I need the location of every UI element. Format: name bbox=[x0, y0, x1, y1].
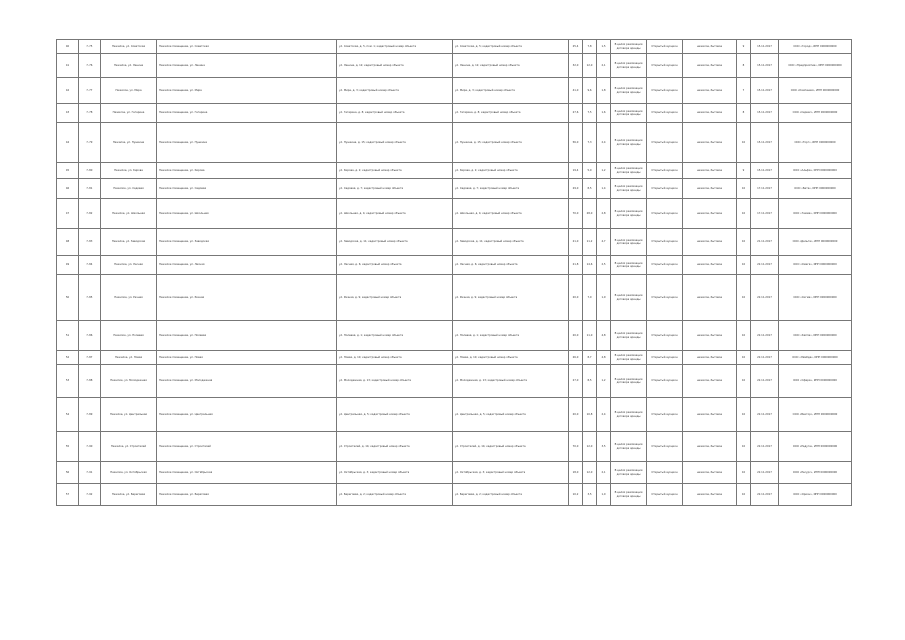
cell-tenant-info: ООО «Дельта», ИНН 0000000000 bbox=[779, 229, 852, 256]
cell-term-years: 10 bbox=[737, 199, 751, 229]
cell-date: 22.11.2017 bbox=[751, 484, 779, 506]
cell-object-code: Г-89 bbox=[79, 398, 101, 432]
cell-date: 22.11.2017 bbox=[751, 321, 779, 351]
cell-tenant-info: ООО «Лямбда», ИНН 0000000000 bbox=[779, 351, 852, 365]
cell-usage-type: нежилое, бытовое bbox=[683, 484, 737, 506]
cell-value-3: 4,7 bbox=[597, 229, 611, 256]
cell-location-detail: ул. Заводская, д. 11; кадастровый номер объекта bbox=[453, 229, 569, 256]
cell-value-2: 8,5 bbox=[583, 179, 597, 199]
cell-object-code: Г-88 bbox=[79, 365, 101, 398]
cell-value-3: 1,0 bbox=[597, 484, 611, 506]
cell-purpose-note: В целях реализации договора аренды bbox=[611, 484, 647, 506]
cell-procedure-type: Открытый аукцион bbox=[647, 78, 683, 104]
cell-row-number: 48 bbox=[57, 229, 79, 256]
cell-address-detail: ул. Полевая, д. 1; кадастровый номер объекта bbox=[337, 321, 453, 351]
cell-value-3: 2,1 bbox=[597, 462, 611, 484]
cell-area-value: 41,0 bbox=[569, 78, 583, 104]
cell-area-value: 21,0 bbox=[569, 229, 583, 256]
cell-usage-type: нежилое, бытовое bbox=[683, 104, 737, 123]
cell-purpose-note: В целях реализации договора аренды bbox=[611, 104, 647, 123]
table-row bbox=[57, 54, 852, 78]
cell-date: 15.11.2017 bbox=[751, 78, 779, 104]
cell-value-3: 2,4 bbox=[597, 123, 611, 163]
cell-object-description: Нежилое помещение, ул. Молодежная bbox=[157, 365, 337, 398]
cell-address-detail: ул. Ленина, д. 12; кадастровый номер объекта bbox=[337, 54, 453, 78]
cell-tenant-info: ООО «Торг», ИНН 0000000000 bbox=[779, 123, 852, 163]
cell-tenant-info: ООО «Радуга», ИНН 0000000000 bbox=[779, 432, 852, 462]
cell-purpose-note: В целях реализации договора аренды bbox=[611, 398, 647, 432]
cell-area-value: 26,0 bbox=[569, 351, 583, 365]
cell-area-value: 70,0 bbox=[569, 199, 583, 229]
cell-area-value: 20,0 bbox=[569, 398, 583, 432]
cell-tenant-info: ООО «Город», ИНН 0000000000 bbox=[779, 40, 852, 54]
cell-usage-type: нежилое, бытовое bbox=[683, 199, 737, 229]
cell-tenant-info: ООО «Предприятие», ИНН 0000000000 bbox=[779, 54, 852, 78]
cell-location-detail: ул. Школьная, д. 4; кадастровый номер объекта bbox=[453, 199, 569, 229]
cell-tenant-info: ООО «Омега», ИНН 0000000000 bbox=[779, 256, 852, 275]
cell-value-3: 4,8 bbox=[597, 351, 611, 365]
cell-usage-type: нежилое, бытовое bbox=[683, 462, 737, 484]
cell-value-2: 11,0 bbox=[583, 321, 597, 351]
cell-object-description: Нежилое помещение, ул. Кирова bbox=[157, 163, 337, 179]
cell-date: 15.11.2017 bbox=[751, 163, 779, 179]
table-row bbox=[57, 275, 852, 321]
cell-purpose-note: В целях реализации договора аренды bbox=[611, 40, 647, 54]
cell-object-code: Г-85 bbox=[79, 275, 101, 321]
cell-object-name: Нежилое, ул. Лесная bbox=[101, 256, 157, 275]
cell-tenant-info: ООО «Сфера», ИНН 0000000000 bbox=[779, 365, 852, 398]
cell-area-value: 10,2 bbox=[569, 484, 583, 506]
cell-object-code: Г-87 bbox=[79, 351, 101, 365]
table-row bbox=[57, 321, 852, 351]
cell-address-detail: ул. Центральная, д. 5; кадастровый номер объекта bbox=[337, 398, 453, 432]
cell-object-description: Нежилое помещение, ул. Ленина bbox=[157, 54, 337, 78]
cell-row-number: 52 bbox=[57, 351, 79, 365]
cell-object-description: Нежилое помещение, ул. Советская bbox=[157, 40, 337, 54]
cell-address-detail: ул. Береговая, д. 2; кадастровый номер объекта bbox=[337, 484, 453, 506]
cell-value-2: 7,3 bbox=[583, 123, 597, 163]
cell-value-3: 1,4 bbox=[597, 179, 611, 199]
cell-date: 22.11.2017 bbox=[751, 365, 779, 398]
cell-object-description: Нежилое помещение, ул. Школьная bbox=[157, 199, 337, 229]
cell-address-detail: ул. Строителей, д. 14; кадастровый номер объекта bbox=[337, 432, 453, 462]
cell-object-code: Г-86 bbox=[79, 321, 101, 351]
cell-procedure-type: Открытый аукцион bbox=[647, 432, 683, 462]
cell-row-number: 42 bbox=[57, 78, 79, 104]
cell-value-3: 1,8 bbox=[597, 78, 611, 104]
cell-usage-type: нежилое, бытовое bbox=[683, 351, 737, 365]
cell-procedure-type: Открытый аукцион bbox=[647, 321, 683, 351]
cell-value-2: 7,8 bbox=[583, 40, 597, 54]
cell-purpose-note: В целях реализации договора аренды bbox=[611, 179, 647, 199]
cell-object-name: Нежилое, ул. Кирова bbox=[101, 163, 157, 179]
cell-location-detail: ул. Береговая, д. 2; кадастровый номер объекта bbox=[453, 484, 569, 506]
cell-object-description: Нежилое помещение, ул. Пушкина bbox=[157, 123, 337, 163]
cell-tenant-info: ООО «Сервис», ИНН 0000000000 bbox=[779, 104, 852, 123]
cell-usage-type: нежилое, бытовое bbox=[683, 398, 737, 432]
cell-address-detail: ул. Садовая, д. 7; кадастровый номер объекта bbox=[337, 179, 453, 199]
cell-location-detail: ул. Речная, д. 9; кадастровый номер объекта bbox=[453, 275, 569, 321]
cell-value-3: 1,9 bbox=[597, 275, 611, 321]
cell-usage-type: нежилое, бытовое bbox=[683, 78, 737, 104]
cell-object-name: Нежилое, ул. Речная bbox=[101, 275, 157, 321]
cell-date: 17.11.2017 bbox=[751, 179, 779, 199]
cell-value-3: 1,6 bbox=[597, 104, 611, 123]
cell-row-number: 50 bbox=[57, 275, 79, 321]
cell-object-description: Нежилое помещение, ул. Мира bbox=[157, 78, 337, 104]
cell-purpose-note: В целях реализации договора аренды bbox=[611, 462, 647, 484]
cell-row-number: 49 bbox=[57, 256, 79, 275]
cell-usage-type: нежилое, бытовое bbox=[683, 229, 737, 256]
cell-object-code: Г-77 bbox=[79, 78, 101, 104]
cell-usage-type: нежилое, бытовое bbox=[683, 123, 737, 163]
cell-value-2: 14,6 bbox=[583, 256, 597, 275]
cell-object-description: Нежилое помещение, ул. Заводская bbox=[157, 229, 337, 256]
cell-term-years: 10 bbox=[737, 229, 751, 256]
cell-term-years: 10 bbox=[737, 365, 751, 398]
cell-value-2: 5,0 bbox=[583, 163, 597, 179]
cell-address-detail: ул. Молодежная, д. 13; кадастровый номер объекта bbox=[337, 365, 453, 398]
cell-purpose-note: В целях реализации договора аренды bbox=[611, 199, 647, 229]
cell-value-3: 2,5 bbox=[597, 256, 611, 275]
cell-area-value: 18,0 bbox=[569, 462, 583, 484]
cell-value-2: 3,5 bbox=[583, 484, 597, 506]
cell-address-detail: ул. Школьная, д. 4; кадастровый номер объекта bbox=[337, 199, 453, 229]
cell-procedure-type: Открытый аукцион bbox=[647, 275, 683, 321]
cell-object-code: Г-78 bbox=[79, 104, 101, 123]
cell-object-name: Нежилое, ул. Полевая bbox=[101, 321, 157, 351]
cell-object-name: Нежилое, ул. Школьная bbox=[101, 199, 157, 229]
cell-term-years: 10 bbox=[737, 275, 751, 321]
table-row bbox=[57, 398, 852, 432]
table-row bbox=[57, 104, 852, 123]
cell-term-years: 10 bbox=[737, 351, 751, 365]
cell-value-3: 2,4 bbox=[597, 398, 611, 432]
cell-row-number: 46 bbox=[57, 179, 79, 199]
cell-procedure-type: Открытый аукцион bbox=[647, 229, 683, 256]
cell-term-years: 10 bbox=[737, 462, 751, 484]
cell-object-description: Нежилое помещение, ул. Строителей bbox=[157, 432, 337, 462]
cell-value-3: 2,1 bbox=[597, 54, 611, 78]
cell-object-code: Г-84 bbox=[79, 256, 101, 275]
cell-object-code: Г-90 bbox=[79, 432, 101, 462]
cell-value-3: 2,8 bbox=[597, 199, 611, 229]
cell-area-value: 25,4 bbox=[569, 40, 583, 54]
cell-tenant-info: ООО «Альфа», ИНН 0000000000 bbox=[779, 163, 852, 179]
cell-area-value: 27,0 bbox=[569, 365, 583, 398]
cell-date: 22.11.2017 bbox=[751, 398, 779, 432]
cell-location-detail: ул. Центральная, д. 5; кадастровый номер объекта bbox=[453, 398, 569, 432]
cell-address-detail: ул. Новая, д. 10; кадастровый номер объекта bbox=[337, 351, 453, 365]
cell-object-name: Нежилое, ул. Советская bbox=[101, 40, 157, 54]
cell-tenant-info: ООО «Ресурс», ИНН 0000000000 bbox=[779, 462, 852, 484]
cell-row-number: 44 bbox=[57, 123, 79, 163]
cell-location-detail: ул. Садовая, д. 7; кадастровый номер объекта bbox=[453, 179, 569, 199]
cell-area-value: 29,0 bbox=[569, 179, 583, 199]
cell-row-number: 55 bbox=[57, 432, 79, 462]
cell-row-number: 45 bbox=[57, 163, 79, 179]
cell-location-detail: ул. Мира, д. 3; кадастровый номер объекта bbox=[453, 78, 569, 104]
cell-row-number: 53 bbox=[57, 365, 79, 398]
cell-procedure-type: Открытый аукцион bbox=[647, 54, 683, 78]
cell-object-description: Нежилое помещение, ул. Октябрьская bbox=[157, 462, 337, 484]
cell-value-2: 28,0 bbox=[583, 199, 597, 229]
cell-usage-type: нежилое, бытовое bbox=[683, 275, 737, 321]
cell-object-description: Нежилое помещение, ул. Полевая bbox=[157, 321, 337, 351]
cell-term-years: 9 bbox=[737, 40, 751, 54]
cell-tenant-info: ООО «Каппа», ИНН 0000000000 bbox=[779, 321, 852, 351]
cell-tenant-info: ООО «Бета», ИНН 0000000000 bbox=[779, 179, 852, 199]
cell-object-description: Нежилое помещение, ул. Новая bbox=[157, 351, 337, 365]
cell-address-detail: ул. Кирова, д. 2; кадастровый номер объекта bbox=[337, 163, 453, 179]
cell-value-2: 7,0 bbox=[583, 275, 597, 321]
cell-term-years: 10 bbox=[737, 398, 751, 432]
cell-term-years: 10 bbox=[737, 123, 751, 163]
cell-location-detail: ул. Новая, д. 10; кадастровый номер объекта bbox=[453, 351, 569, 365]
cell-tenant-info: ООО «Гамма», ИНН 0000000000 bbox=[779, 199, 852, 229]
table-row bbox=[57, 40, 852, 54]
cell-object-code: Г-92 bbox=[79, 484, 101, 506]
cell-row-number: 57 bbox=[57, 484, 79, 506]
cell-row-number: 54 bbox=[57, 398, 79, 432]
cell-term-years: 8 bbox=[737, 104, 751, 123]
cell-location-detail: ул. Кирова, д. 2; кадастровый номер объекта bbox=[453, 163, 569, 179]
table-row bbox=[57, 462, 852, 484]
cell-location-detail: ул. Лесная, д. 6; кадастровый номер объекта bbox=[453, 256, 569, 275]
cell-term-years: 10 bbox=[737, 321, 751, 351]
cell-usage-type: нежилое, бытовое bbox=[683, 432, 737, 462]
cell-area-value: 32,0 bbox=[569, 54, 583, 78]
cell-tenant-info: ООО «Компания», ИНН 0000000000 bbox=[779, 78, 852, 104]
cell-object-description: Нежилое помещение, ул. Гагарина bbox=[157, 104, 337, 123]
cell-area-value: 70,0 bbox=[569, 432, 583, 462]
cell-object-name: Нежилое, ул. Садовая bbox=[101, 179, 157, 199]
cell-procedure-type: Открытый аукцион bbox=[647, 40, 683, 54]
cell-location-detail: ул. Строителей, д. 14; кадастровый номер объекта bbox=[453, 432, 569, 462]
cell-object-name: Нежилое, ул. Строителей bbox=[101, 432, 157, 462]
cell-location-detail: ул. Пушкина, д. 15; кадастровый номер объекта bbox=[453, 123, 569, 163]
cell-value-3: 1,5 bbox=[597, 40, 611, 54]
cell-object-name: Нежилое, ул. Гагарина bbox=[101, 104, 157, 123]
cell-value-2: 10,8 bbox=[583, 398, 597, 432]
cell-usage-type: нежилое, бытовое bbox=[683, 365, 737, 398]
table-row bbox=[57, 365, 852, 398]
cell-area-value: 56,0 bbox=[569, 123, 583, 163]
cell-date: 15.11.2017 bbox=[751, 104, 779, 123]
cell-object-code: Г-82 bbox=[79, 199, 101, 229]
cell-address-detail: ул. Речная, д. 9; кадастровый номер объекта bbox=[337, 275, 453, 321]
cell-procedure-type: Открытый аукцион bbox=[647, 365, 683, 398]
cell-object-name: Нежилое, ул. Молодежная bbox=[101, 365, 157, 398]
cell-row-number: 41 bbox=[57, 54, 79, 78]
cell-tenant-info: ООО «Вектор», ИНН 0000000000 bbox=[779, 398, 852, 432]
cell-object-code: Г-91 bbox=[79, 462, 101, 484]
cell-address-detail: ул. Мира, д. 3; кадастровый номер объекта bbox=[337, 78, 453, 104]
cell-object-description: Нежилое помещение, ул. Садовая bbox=[157, 179, 337, 199]
cell-value-3: 4,8 bbox=[597, 321, 611, 351]
cell-term-years: 7 bbox=[737, 78, 751, 104]
cell-date: 21.11.2017 bbox=[751, 229, 779, 256]
cell-object-description: Нежилое помещение, ул. Центральная bbox=[157, 398, 337, 432]
cell-object-code: Г-81 bbox=[79, 179, 101, 199]
cell-term-years: 10 bbox=[737, 256, 751, 275]
cell-address-detail: ул. Пушкина, д. 15; кадастровый номер объекта bbox=[337, 123, 453, 163]
cell-value-3: 1,2 bbox=[597, 365, 611, 398]
property-table bbox=[56, 39, 852, 506]
cell-value-2: 12,0 bbox=[583, 432, 597, 462]
cell-usage-type: нежилое, бытовое bbox=[683, 40, 737, 54]
cell-value-2: 12,0 bbox=[583, 462, 597, 484]
cell-procedure-type: Открытый аукцион bbox=[647, 256, 683, 275]
cell-value-2: 11,2 bbox=[583, 229, 597, 256]
cell-row-number: 43 bbox=[57, 104, 79, 123]
cell-purpose-note: В целях реализации договора аренды bbox=[611, 54, 647, 78]
table-row bbox=[57, 484, 852, 506]
cell-object-name: Нежилое, ул. Пушкина bbox=[101, 123, 157, 163]
cell-area-value: 27,6 bbox=[569, 104, 583, 123]
cell-row-number: 56 bbox=[57, 462, 79, 484]
cell-row-number: 51 bbox=[57, 321, 79, 351]
cell-purpose-note: В целях реализации договора аренды bbox=[611, 78, 647, 104]
cell-object-name: Нежилое, ул. Ленина bbox=[101, 54, 157, 78]
cell-object-code: Г-75 bbox=[79, 40, 101, 54]
cell-procedure-type: Открытый аукцион bbox=[647, 462, 683, 484]
cell-object-name: Нежилое, ул. Береговая bbox=[101, 484, 157, 506]
cell-procedure-type: Открытый аукцион bbox=[647, 398, 683, 432]
table-row bbox=[57, 123, 852, 163]
cell-value-3: 3,5 bbox=[597, 432, 611, 462]
cell-date: 17.11.2017 bbox=[751, 199, 779, 229]
cell-procedure-type: Открытый аукцион bbox=[647, 123, 683, 163]
cell-address-detail: ул. Гагарина, д. 8; кадастровый номер объекта bbox=[337, 104, 453, 123]
cell-object-name: Нежилое, ул. Центральная bbox=[101, 398, 157, 432]
cell-area-value: 20,0 bbox=[569, 275, 583, 321]
cell-location-detail: ул. Советская, д. 5; кадастровый номер объекта bbox=[453, 40, 569, 54]
cell-address-detail: ул. Октябрьская, д. 3; кадастровый номер объекта bbox=[337, 462, 453, 484]
cell-usage-type: нежилое, бытовое bbox=[683, 54, 737, 78]
cell-procedure-type: Открытый аукцион bbox=[647, 484, 683, 506]
cell-purpose-note: В целях реализации договора аренды bbox=[611, 321, 647, 351]
cell-purpose-note: В целях реализации договора аренды bbox=[611, 229, 647, 256]
cell-procedure-type: Открытый аукцион bbox=[647, 199, 683, 229]
cell-date: 22.11.2017 bbox=[751, 256, 779, 275]
cell-term-years: 10 bbox=[737, 432, 751, 462]
cell-procedure-type: Открытый аукцион bbox=[647, 163, 683, 179]
cell-tenant-info: ООО «Орион», ИНН 0000000000 bbox=[779, 484, 852, 506]
cell-area-value: 21,8 bbox=[569, 256, 583, 275]
cell-address-detail: ул. Советская, д. 5, пом. 1; кадастровый номер объекта bbox=[337, 40, 453, 54]
cell-purpose-note: В целях реализации договора аренды bbox=[611, 351, 647, 365]
cell-value-3: 1,2 bbox=[597, 163, 611, 179]
table-row bbox=[57, 432, 852, 462]
cell-term-years: 10 bbox=[737, 179, 751, 199]
cell-usage-type: нежилое, бытовое bbox=[683, 163, 737, 179]
cell-location-detail: ул. Ленина, д. 12; кадастровый номер объекта bbox=[453, 54, 569, 78]
cell-purpose-note: В целях реализации договора аренды bbox=[611, 163, 647, 179]
cell-object-code: Г-83 bbox=[79, 229, 101, 256]
cell-area-value: 20,0 bbox=[569, 321, 583, 351]
cell-term-years: 9 bbox=[737, 163, 751, 179]
cell-value-2: 8,5 bbox=[583, 365, 597, 398]
cell-purpose-note: В целях реализации договора аренды bbox=[611, 256, 647, 275]
cell-term-years: 10 bbox=[737, 484, 751, 506]
table-row bbox=[57, 256, 852, 275]
cell-object-description: Нежилое помещение, ул. Речная bbox=[157, 275, 337, 321]
cell-address-detail: ул. Лесная, д. 6; кадастровый номер объекта bbox=[337, 256, 453, 275]
cell-purpose-note: В целях реализации договора аренды bbox=[611, 123, 647, 163]
cell-object-name: Нежилое, ул. Заводская bbox=[101, 229, 157, 256]
cell-value-2: 8,7 bbox=[583, 351, 597, 365]
cell-purpose-note: В целях реализации договора аренды bbox=[611, 275, 647, 321]
cell-object-name: Нежилое, ул. Октябрьская bbox=[101, 462, 157, 484]
cell-procedure-type: Открытый аукцион bbox=[647, 351, 683, 365]
cell-usage-type: нежилое, бытовое bbox=[683, 256, 737, 275]
cell-usage-type: нежилое, бытовое bbox=[683, 179, 737, 199]
cell-object-code: Г-76 bbox=[79, 54, 101, 78]
cell-location-detail: ул. Полевая, д. 1; кадастровый номер объекта bbox=[453, 321, 569, 351]
table-row bbox=[57, 179, 852, 199]
cell-date: 15.11.2017 bbox=[751, 54, 779, 78]
table-row bbox=[57, 229, 852, 256]
document-sheet bbox=[56, 39, 851, 506]
cell-row-number: 40 bbox=[57, 40, 79, 54]
cell-location-detail: ул. Октябрьская, д. 3; кадастровый номер объекта bbox=[453, 462, 569, 484]
cell-purpose-note: В целях реализации договора аренды bbox=[611, 432, 647, 462]
cell-address-detail: ул. Заводская, д. 11; кадастровый номер объекта bbox=[337, 229, 453, 256]
cell-value-2: 12,0 bbox=[583, 54, 597, 78]
cell-date: 22.11.2017 bbox=[751, 462, 779, 484]
cell-object-name: Нежилое, ул. Мира bbox=[101, 78, 157, 104]
cell-object-description: Нежилое помещение, ул. Лесная bbox=[157, 256, 337, 275]
cell-date: 22.11.2017 bbox=[751, 432, 779, 462]
cell-procedure-type: Открытый аукцион bbox=[647, 104, 683, 123]
cell-usage-type: нежилое, бытовое bbox=[683, 321, 737, 351]
cell-location-detail: ул. Молодежная, д. 13; кадастровый номер объекта bbox=[453, 365, 569, 398]
cell-date: 22.11.2017 bbox=[751, 275, 779, 321]
cell-object-code: Г-79 bbox=[79, 123, 101, 163]
cell-date: 15.11.2017 bbox=[751, 123, 779, 163]
table-row bbox=[57, 78, 852, 104]
cell-area-value: 19,4 bbox=[569, 163, 583, 179]
cell-tenant-info: ООО «Сигма», ИНН 0000000000 bbox=[779, 275, 852, 321]
cell-row-number: 47 bbox=[57, 199, 79, 229]
cell-value-2: 7,5 bbox=[583, 104, 597, 123]
cell-procedure-type: Открытый аукцион bbox=[647, 179, 683, 199]
cell-location-detail: ул. Гагарина, д. 8; кадастровый номер объекта bbox=[453, 104, 569, 123]
cell-date: 15.11.2017 bbox=[751, 40, 779, 54]
cell-value-2: 9,6 bbox=[583, 78, 597, 104]
cell-date: 22.11.2017 bbox=[751, 351, 779, 365]
cell-object-code: Г-80 bbox=[79, 163, 101, 179]
table-row bbox=[57, 199, 852, 229]
table-row bbox=[57, 351, 852, 365]
cell-object-name: Нежилое, ул. Новая bbox=[101, 351, 157, 365]
cell-object-description: Нежилое помещение, ул. Береговая bbox=[157, 484, 337, 506]
cell-purpose-note: В целях реализации договора аренды bbox=[611, 365, 647, 398]
table-row bbox=[57, 163, 852, 179]
cell-term-years: 8 bbox=[737, 54, 751, 78]
